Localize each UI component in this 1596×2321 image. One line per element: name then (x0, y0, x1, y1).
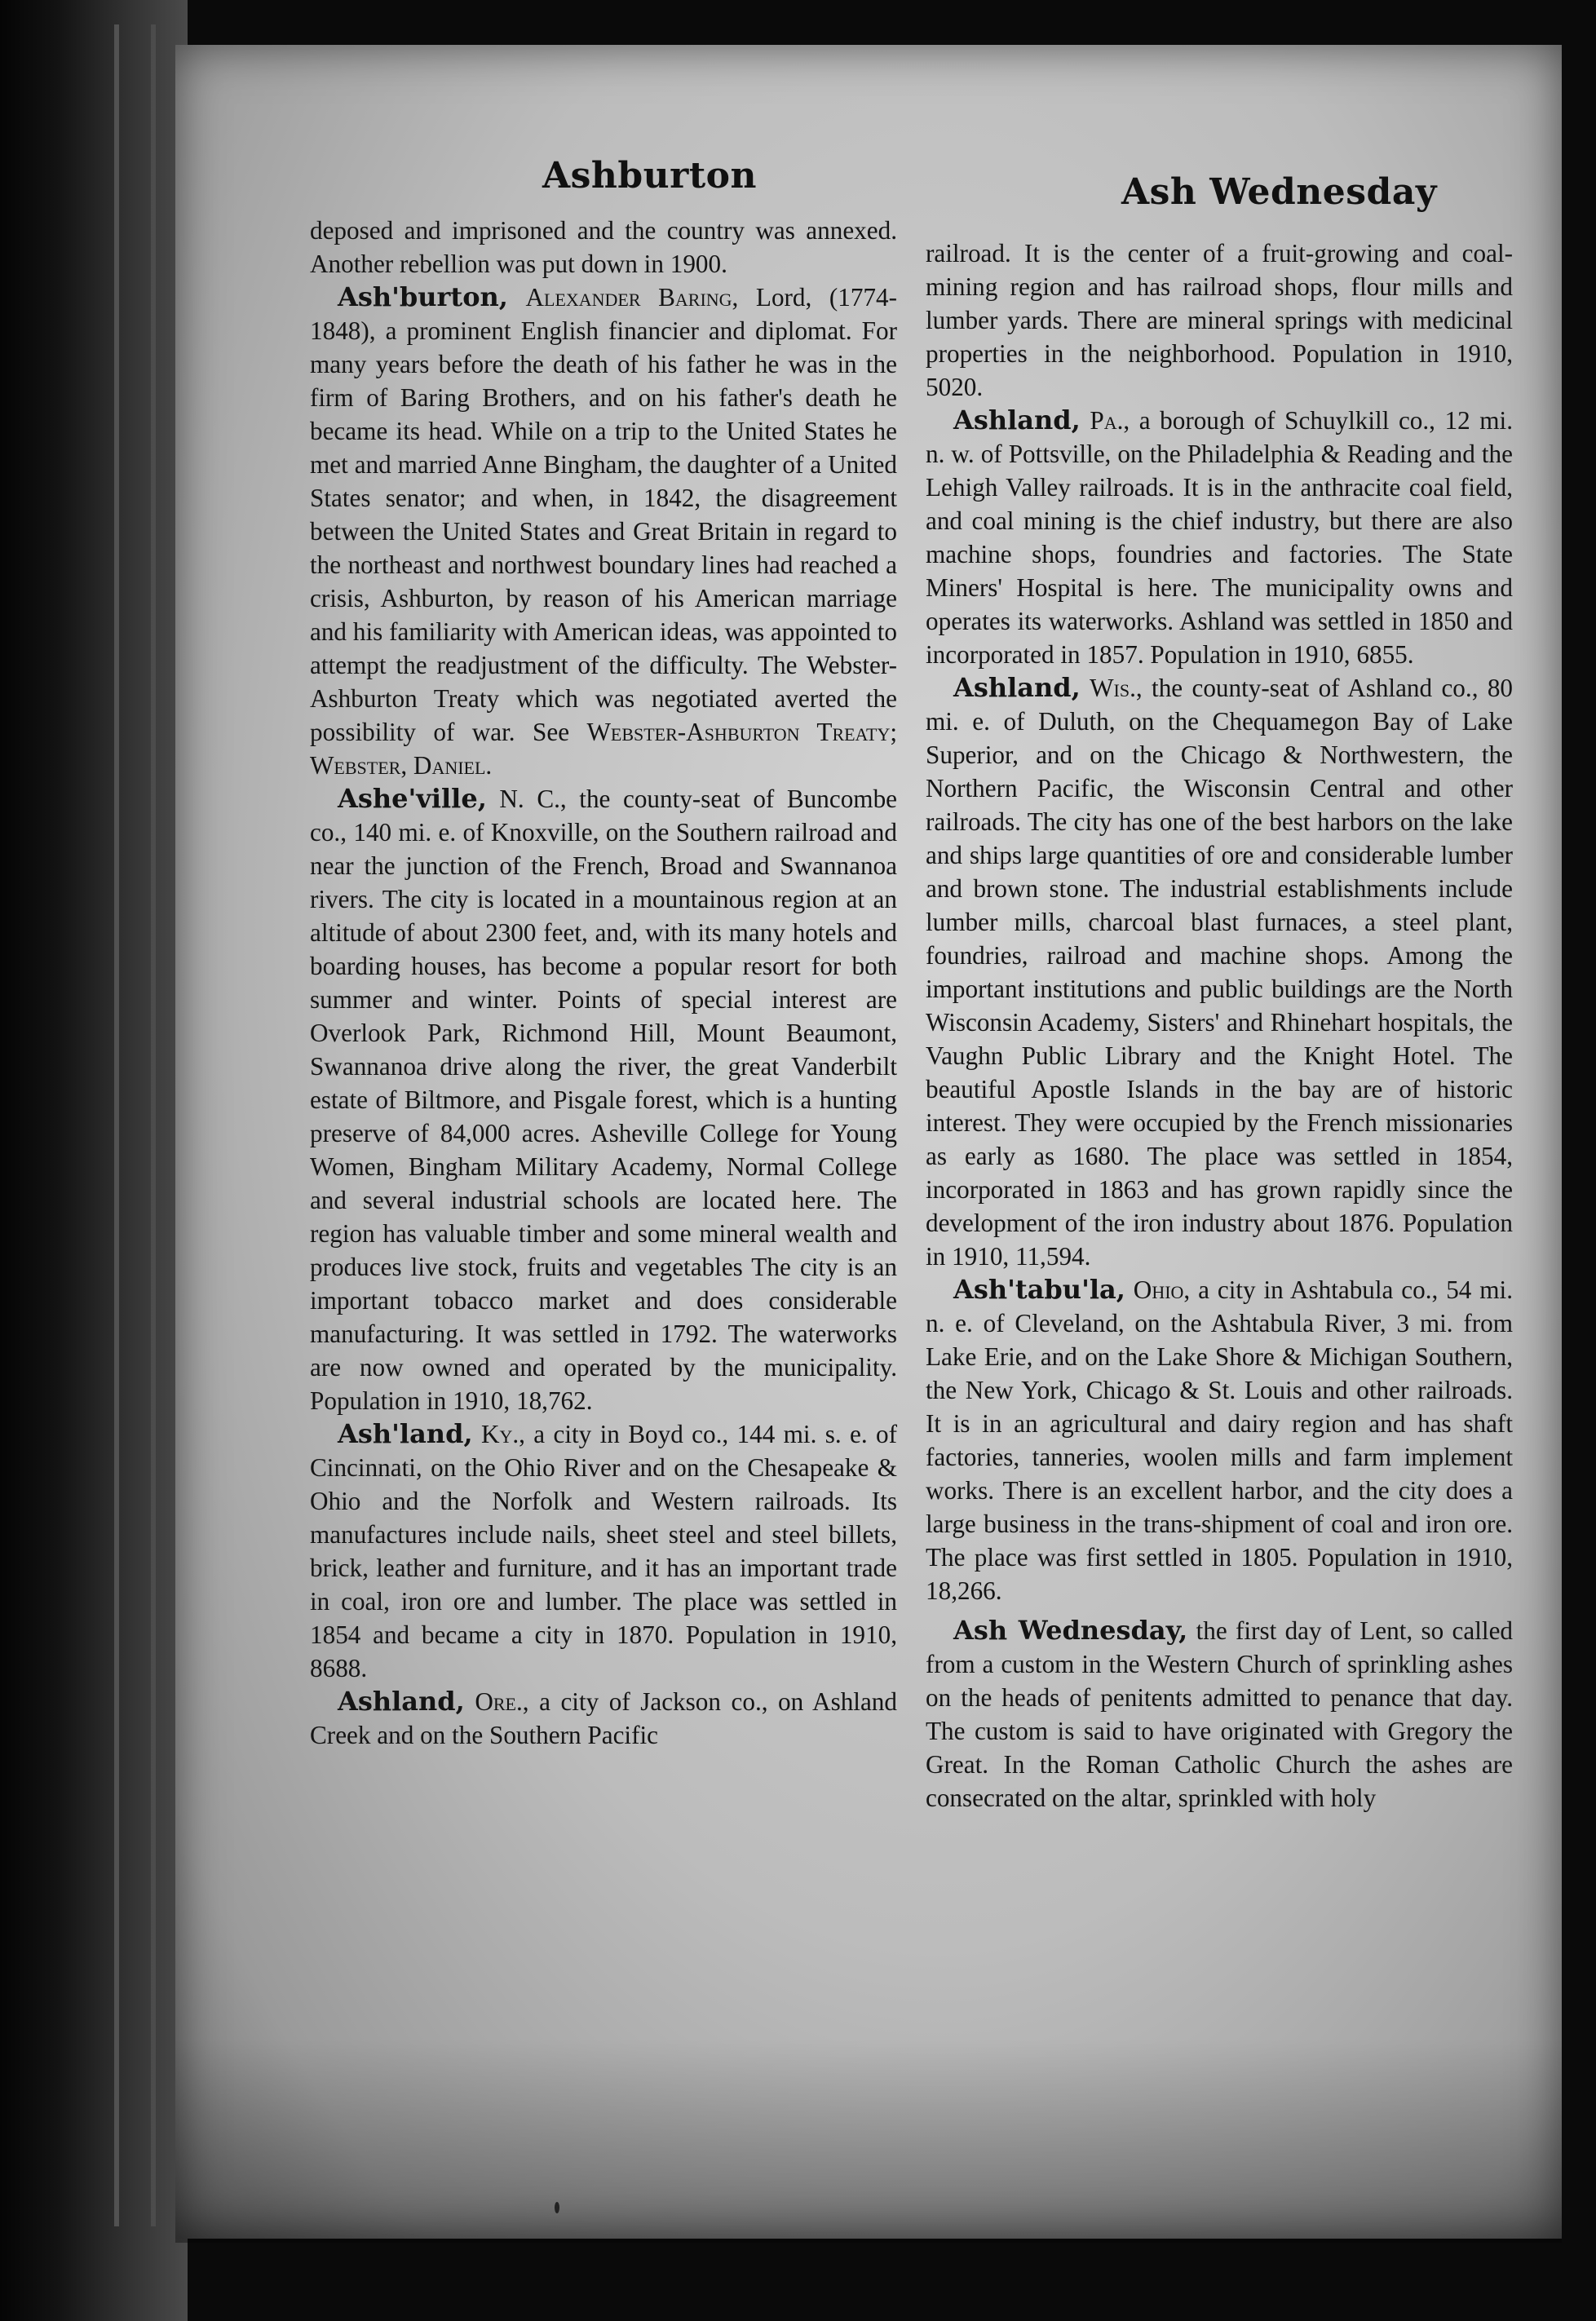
entry-text: the county-seat of Ashland co., 80 mi. e. of Duluth, on the Chequamegon Bay of Lake Superior, and on the Chicago & Northwestern, the Northern Pacific, the Wisconsin Central and other railroads. The city has one of the best harbors on the lake and ships large quantities of ore and considerable lumber and brown stone. The industrial establishments include lumber mills, charcoal blast furnaces, a steel plant, foundries, railroad and machine shops. Among the important institutions and public buildings are the North Wisconsin Academy, Sisters' and Rhinehart hospitals, the Vaughn Public Library and the Knight Hotel. The beautiful Apostle Islands in the bay are of historic interest. They were occupied by the French missionaries as early as 1680. The place was settled in 1854, incorporated in 1863 and has grown rapidly since the development of the iron industry about 1876. Population in 1910, 11,594. (926, 674, 1514, 1271)
entry-text: a city in Boyd co., 144 mi. s. e. of Cincinnati, on the Ohio River and on the Chesapeake & Ohio and the Norfolk and Western railroads. Its manufactures include nails, sheet steel and steel billets, brick, leather and furniture, and it has an important trade in coal, iron ore and lumber. The place was settled in 1854 and became a city in 1870. Population in 1910, 8688. (310, 1420, 897, 1682)
running-head-right: Ash Wednesday (1121, 171, 1437, 213)
entry-state: Ohio, (1133, 1275, 1191, 1304)
paragraph-continuation: railroad. It is the center of a fruit-growing and coal-mining region and has railroad shops, flour mills and lumber yards. There are mineral springs with medicinal properties in the neighborhood. Population in 1910, 5020. (926, 239, 1513, 401)
entry-text: a borough of Schuylkill co., 12 mi. n. w. of Pottsville, on the Philadelphia & Reading and the Lehigh Valley railroads. It is in the anthracite coal field, and coal mining is the chief industry, but there are also machine shops, foundries and factories. The State Miners' Hospital is here. The municipality owns and operates its waterworks. Ashland was settled in 1850 and incorporated in 1857. Population in 1910, 6855. (926, 406, 1513, 669)
entry-text: the first day of Lent, so called from a custom in the Western Church of sprinkling ashes on the heads of penitents admitted to penance that day. The custom is said to have originated with Gregory the Great. In the Roman Catholic Church the ashes are consecrated on the altar, sprinkled with holy (926, 1616, 1514, 1812)
binding-line (114, 24, 119, 2226)
entry-text: Lord, (1774-1848), a prominent English financier and diplomat. For many years before the death of his father he was in the firm of Baring Brothers, and on his father's death he became its head. While on a trip to the United States he met and married Anne Bingham, the daughter of a United States senator; and when, in 1842, the disagreement between the United States and Great Britain in regard to the northeast and northwest boundary lines had reached a crisis, Ashburton, by reason of his American marriage and his familiarity with American ideas, was appointed to attempt the readjustment of the difficulty. The Webster-Ashburton Treaty which was negotiated averted the possibility of war. See (310, 283, 898, 746)
entry-headword: Ashland, (953, 405, 1081, 435)
entry-headword: Ashland, (338, 1686, 465, 1717)
entry-asheville (310, 782, 897, 1417)
entry-headword: Ash'land, (338, 1418, 473, 1449)
entry-headword: Ash'burton, (338, 281, 508, 312)
book-binding-edge (0, 0, 188, 2321)
entry-ash-wednesday (926, 1614, 1513, 1815)
binding-line (151, 24, 156, 2226)
entry-ashland-wis (926, 671, 1513, 1273)
entry-headword: Ashland, (953, 672, 1081, 703)
entry-headword: Ash Wednesday, (953, 1615, 1188, 1646)
scan-speck (555, 2202, 559, 2213)
entry-ashland-pa (926, 404, 1513, 671)
paper-shadow (175, 2039, 1562, 2243)
entry-ashtabula (926, 1273, 1513, 1607)
entry-state: Ore., (475, 1687, 529, 1716)
entry-text: a city in Ashtabula co., 54 mi. n. e. of Cleveland, on the Ashtabula River, 3 mi. from Lake Erie, and on the Lake Shore & Michigan Southern, the New York, Chicago & St. Louis and other railroads. It is in an agricultural and dairy region and has shaft factories, tanneries, woolen mills and farm implement works. There is an excellent harbor, and the city does a large business in the trans-shipment of coal and iron ore. The place was first settled in 1805. Population in 1910, 18,266. (926, 1275, 1514, 1605)
entry-name: Alexander Baring, (525, 283, 739, 312)
entry-state: Ky., (480, 1420, 525, 1448)
entry-headword: Ash'tabu'la, (953, 1274, 1125, 1305)
entry-state: Pa., (1090, 406, 1130, 435)
cross-reference: Webster-Ashburton Treaty; Webster, Daniel. (310, 718, 897, 780)
right-column (926, 237, 1513, 1815)
entry-ashland-ore (310, 1685, 897, 1752)
paragraph-continuation: deposed and imprisoned and the country was annexed. Another rebellion was put down in 1900. (310, 216, 897, 278)
entry-text: N. C., the county-seat of Buncombe co., 140 mi. e. of Knoxville, on the Southern railroad and near the junction of the French, Broad and Swannanoa rivers. The city is located in a mountainous region at an altitude of about 2300 feet, and, with its many hotels and boarding houses, has become a popular resort for both summer and winter. Points of special interest are Overlook Park, Richmond Hill, Mount Beaumont, Swannanoa drive along the river, the great Vanderbilt estate of Biltmore, and Pisgale forest, which is a hunting preserve of 84,000 acres. Asheville College for Young Women, Bingham Military Academy, Normal College and several industrial schools are located here. The region has valuable timber and some mineral wealth and produces live stock, fruits and vegetables The city is an important tobacco market and does considerable manufacturing. It was settled in 1792. The waterworks are now owned and operated by the municipality. Population in 1910, 18,762. (310, 785, 897, 1415)
entry-state: Wis., (1090, 674, 1143, 702)
left-column (310, 214, 897, 1752)
entry-ashland-ky (310, 1417, 897, 1685)
entry-headword: Ashe'ville, (338, 783, 487, 814)
entry-text: a city of Jackson co., on Ashland Creek and on the Southern Pacific (310, 1687, 897, 1749)
entry-ashburton (310, 281, 897, 782)
running-head-left: Ashburton (542, 155, 757, 197)
